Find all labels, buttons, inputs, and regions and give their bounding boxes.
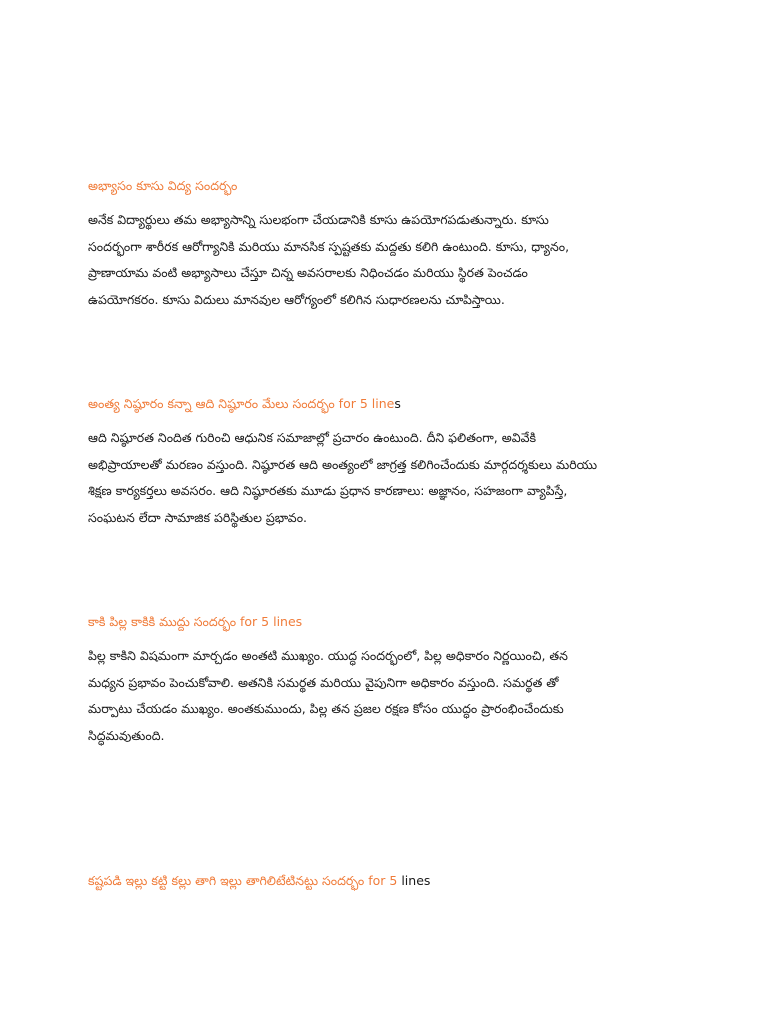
paragraph-line: ఆది నిష్ఠూరత నిందిత గురించి ఆధునిక సమాజాల్లో ప్రచారం ఉంటుంది. దీని ఫలితంగా, అవివేకి — [88, 430, 537, 445]
section-paragraph — [88, 425, 688, 532]
paragraph-line: పిల్ల కాకిని విషమంగా మార్చడం అంతటి ముఖ్యం. యుద్ధ సందర్భంలో, పిల్ల అధికారం నిర్ణయించి, తన — [88, 648, 568, 663]
paragraph-line: సిద్ధమవుతుంది. — [88, 728, 165, 744]
section-heading: కష్టపడి ఇల్లు కట్టి కల్లు తాగి ఇల్లు తాగిలిటేటినట్టు సందర్భం for 5 lines — [88, 873, 431, 888]
section-heading: అభ్యాసం కూసు విద్య సందర్భం — [88, 178, 238, 193]
paragraph-line: శిక్షణ కార్యకర్తలు అవసరం. ఆది నిష్ఠూరతకు మూడు ప్రధాన కారణాలు: అజ్ఞానం, సహజంగా వ్యాపిస్తే, — [88, 483, 568, 499]
section-heading: కాకి పిల్ల కాకికి ముద్దు సందర్భం for 5 lines — [88, 614, 303, 629]
section-paragraph — [88, 207, 688, 314]
section-4 — [88, 872, 688, 890]
section-2 — [88, 395, 688, 532]
paragraph-line: అభిప్రాయాలతో మరణం వస్తుంది. నిష్ఠూరత ఆది అంత్యంలో జాగ్రత్త కలిగించేందుకు మార్గదర్శకులు మరియు — [88, 456, 598, 472]
paragraph-line: సంఘటన లేదా సామాజిక పరిస్థితుల ప్రభావం. — [88, 510, 308, 526]
section-paragraph — [88, 643, 688, 750]
paragraph-line: మధ్యన ప్రభావం పెంచుకోవాలి. అతనికి సమర్థత మరియు వైపునిగా అధికారం వస్తుంది. సమర్థత తో — [88, 674, 559, 690]
section-heading: అంత్య నిష్ఠూరం కన్నా ఆది నిష్ఠూరం మేలు సందర్భం for 5 lines — [88, 396, 401, 411]
paragraph-line: ప్రాణాయామ వంటి అభ్యాసాలు చేస్తూ చిన్న అవసరాలకు నిధించడం మరియు స్థిరత పెంచడం — [88, 265, 528, 281]
section-3 — [88, 613, 688, 750]
section-1 — [88, 177, 688, 314]
paragraph-line: మర్పాటు చేయడం ముఖ్యం. అంతకుముందు, పిల్ల తన ప్రజల రక్షణ కోసం యుద్ధం ప్రారంభించేందుకు — [88, 701, 564, 717]
paragraph-line: సందర్భంగా శారీరక ఆరోగ్యానికి మరియు మానసిక స్పష్టతకు మద్దతు కలిగి ఉంటుంది. కూసు, ధ్యానం, — [88, 238, 570, 254]
paragraph-line: ఉపయోగకరం. కూసు విదులు మానవుల ఆరోగ్యంలో కలిగిన సుధారణలను చూపిస్తాయి. — [88, 292, 505, 308]
paragraph-line: అనేక విద్యార్థులు తమ అభ్యాసాన్ని సులభంగా చేయడానికి కూసు ఉపయోగపడుతున్నారు. కూసు — [88, 212, 549, 227]
